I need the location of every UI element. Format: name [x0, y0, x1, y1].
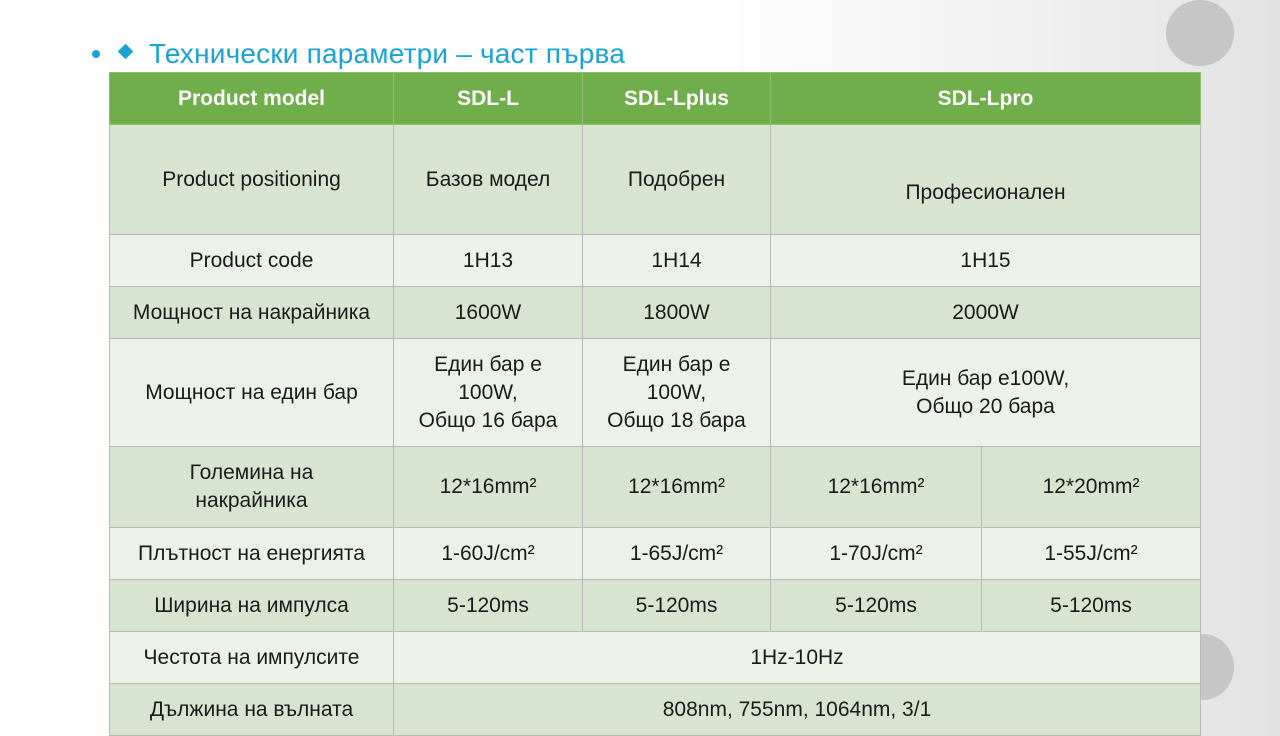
- row-label: Product code: [110, 235, 394, 287]
- table-cell: 12*16mm²: [583, 447, 771, 528]
- table-cell: 2000W: [771, 287, 1201, 339]
- row-label: Мощност на накрайника: [110, 287, 394, 339]
- table-cell: 1H13: [394, 235, 583, 287]
- header-sdl-lplus: SDL-Lplus: [583, 73, 771, 125]
- table-cell: 5-120ms: [982, 580, 1201, 632]
- table-cell: 1600W: [394, 287, 583, 339]
- table-row: [110, 235, 1201, 287]
- table-cell: 5-120ms: [394, 580, 583, 632]
- table-row: [110, 447, 1201, 528]
- table-cell-highlight: 12*20mm²: [982, 447, 1201, 528]
- table-cell: 12*16mm²: [771, 447, 982, 528]
- table-cell: 1-60J/cm²: [394, 528, 583, 580]
- table-cell: 1Hz-10Hz: [394, 632, 1201, 684]
- slide-title-row: [92, 34, 625, 74]
- row-label: Дължина на вълната: [110, 684, 394, 736]
- table-cell: 1H15: [771, 235, 1201, 287]
- table-cell: Базов модел: [394, 125, 583, 235]
- row-label: Плътност на енергията: [110, 528, 394, 580]
- table-cell: 5-120ms: [771, 580, 982, 632]
- table-cell: 1-65J/cm²: [583, 528, 771, 580]
- table-cell: 5-120ms: [583, 580, 771, 632]
- specifications-table: [109, 72, 1201, 736]
- table-row: [110, 580, 1201, 632]
- table-cell: Един бар е 100W, Общо 18 бара: [583, 339, 771, 447]
- table-row: [110, 632, 1201, 684]
- table-row: [110, 287, 1201, 339]
- table-row: [110, 528, 1201, 580]
- header-product-model: Product model: [110, 73, 394, 125]
- table-cell: 1H14: [583, 235, 771, 287]
- table-cell: 1800W: [583, 287, 771, 339]
- table-cell: Един бар е 100W, Общо 16 бара: [394, 339, 583, 447]
- row-label: Честота на импулсите: [110, 632, 394, 684]
- diamond-bullet-icon: [118, 43, 134, 59]
- row-label: Мощност на един бар: [110, 339, 394, 447]
- row-label: Product positioning: [110, 125, 394, 235]
- bullet-dot-icon: [92, 50, 100, 58]
- table-cell: 12*16mm²: [394, 447, 583, 528]
- table-header-row: [110, 73, 1201, 125]
- decorative-circle-top: [1166, 0, 1234, 66]
- slide-title: Технически параметри – част първа: [149, 38, 626, 69]
- table-row: [110, 684, 1201, 736]
- row-label: Големина на накрайника: [110, 447, 394, 528]
- header-sdl-l: SDL-L: [394, 73, 583, 125]
- table-cell: 1-55J/cm²: [982, 528, 1201, 580]
- table-cell: Подобрен: [583, 125, 771, 235]
- table-cell: Професионален: [771, 125, 1201, 235]
- header-sdl-lpro: SDL-Lpro: [771, 73, 1201, 125]
- table-row: [110, 339, 1201, 447]
- table-cell: 808nm, 755nm, 1064nm, 3/1: [394, 684, 1201, 736]
- table-cell: Един бар е100W, Общо 20 бара: [771, 339, 1201, 447]
- table-row: [110, 125, 1201, 235]
- table-cell: 1-70J/cm²: [771, 528, 982, 580]
- row-label: Ширина на импулса: [110, 580, 394, 632]
